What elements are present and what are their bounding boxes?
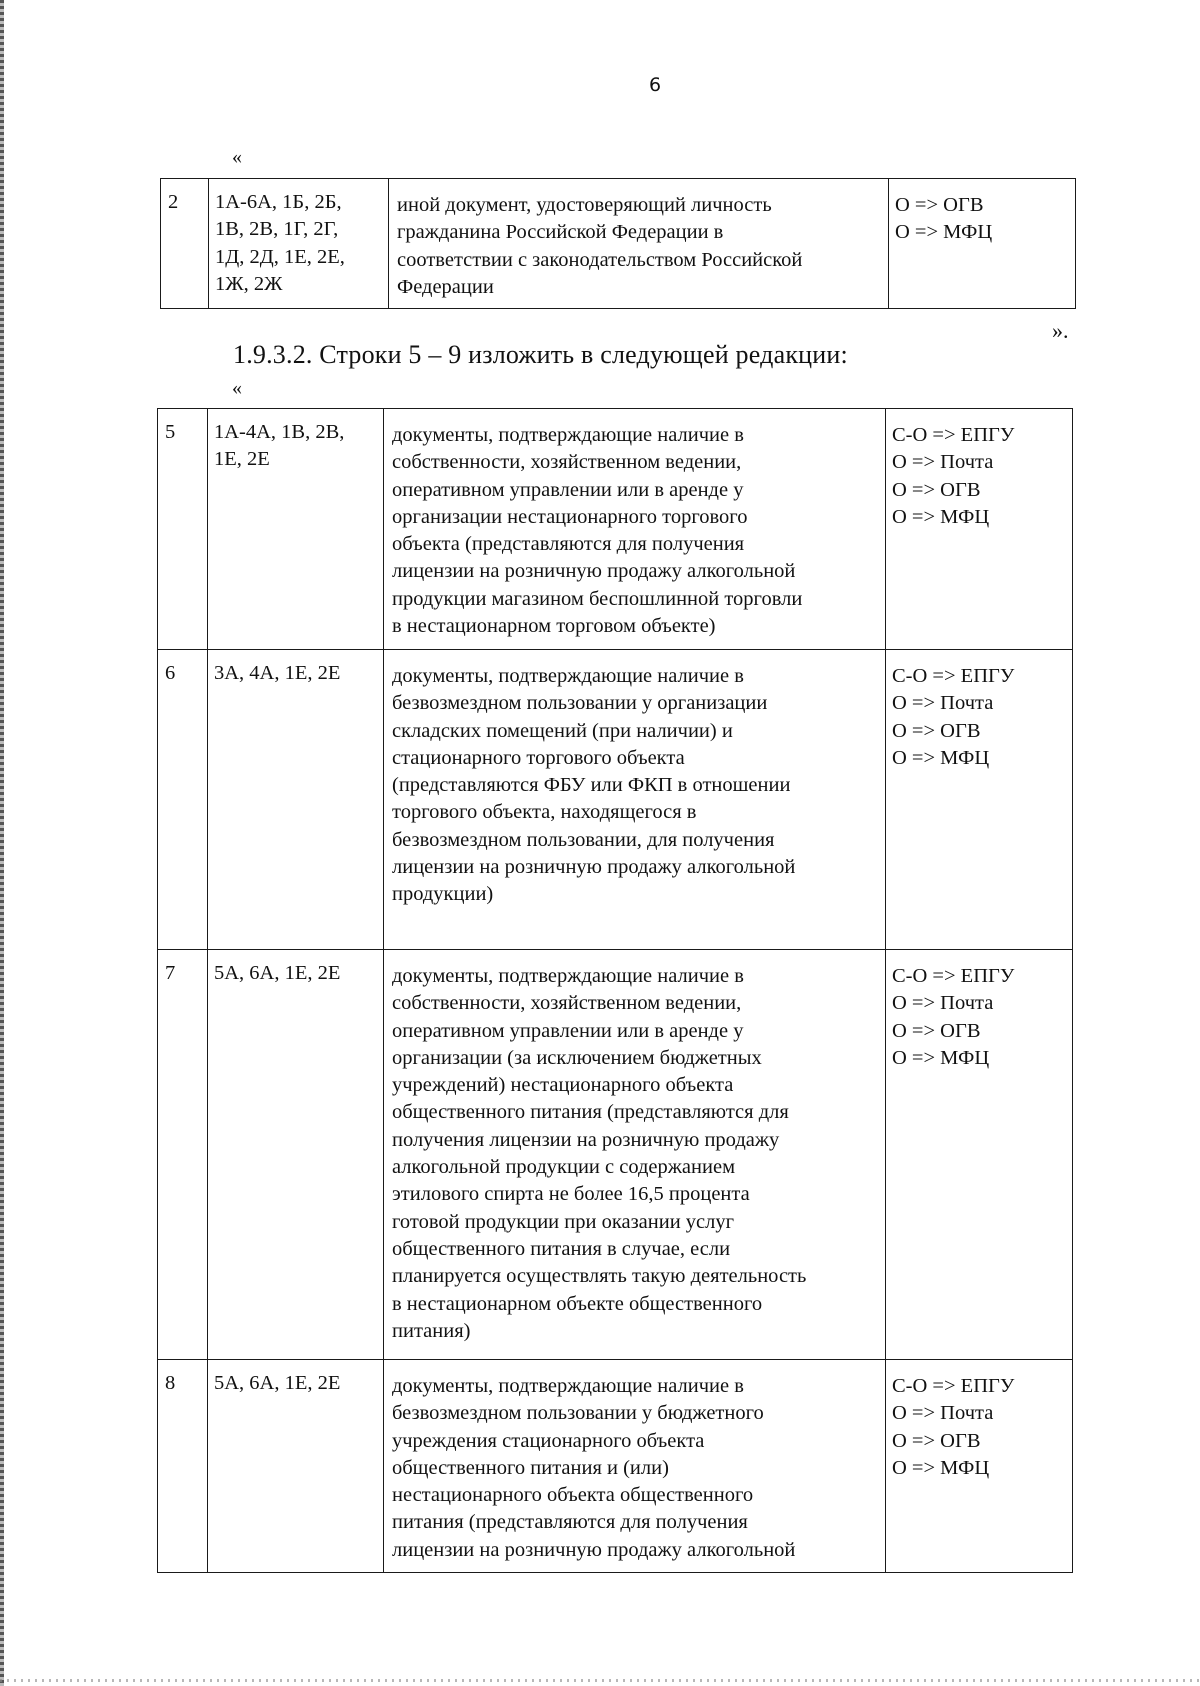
table-body (158, 409, 1073, 1573)
submission-routes-line: С-О => ЕПГУ (892, 965, 1015, 987)
document-description-line: иной документ, удостоверяющий личность (397, 194, 772, 216)
license-codes (208, 1360, 384, 1573)
document-description (384, 1360, 886, 1573)
document-description-line: лицензии на розничную продажу алкогольной (392, 1538, 796, 1561)
submission-routes (886, 409, 1073, 650)
row-number: 6 (158, 650, 208, 950)
row-number: 5 (158, 409, 208, 650)
submission-routes-line: О => МФЦ (892, 1456, 990, 1479)
opening-quote: « (232, 377, 242, 399)
document-description-line: учреждений) нестационарного объекта (392, 1074, 734, 1097)
scan-edge (0, 0, 4, 1686)
document-description (389, 179, 889, 309)
submission-routes (889, 179, 1076, 309)
table-row (158, 409, 1073, 650)
document-description-line: торгового объекта, находящегося в (392, 801, 697, 824)
document-description-line: документы, подтверждающие наличие в (392, 424, 744, 446)
submission-routes-line: О => ОГВ (892, 1429, 981, 1452)
document-description (384, 650, 886, 950)
submission-routes-line: С-О => ЕПГУ (892, 1375, 1015, 1397)
submission-routes-line: О => Почта (892, 451, 994, 474)
license-codes-line: 1Ж, 2Ж (215, 272, 283, 295)
license-codes-line: 1Д, 2Д, 1Е, 2Е, (215, 245, 345, 268)
document-description-line: складских помещений (при наличии) и (392, 719, 733, 742)
submission-routes-line: О => МФЦ (895, 221, 993, 244)
document-description-line: (представляются ФБУ или ФКП в отношении (392, 774, 791, 797)
submission-routes (886, 950, 1073, 1360)
submission-routes-line: О => ОГВ (892, 719, 981, 742)
table-row (158, 1360, 1073, 1573)
submission-routes-line: О => Почта (892, 1402, 994, 1425)
document-description-line: соответствии с законодательством Российской (397, 248, 803, 271)
document-description-line: в нестационарном торговом объекте) (392, 615, 716, 638)
submission-routes-line: О => ОГВ (892, 478, 981, 501)
document-description-line: безвозмездном пользовании у бюджетного (392, 1402, 764, 1425)
license-codes-line: 1Е, 2Е (214, 448, 270, 471)
page-number: 6 (648, 74, 662, 96)
document-description-line: лицензии на розничную продажу алкогольной (392, 856, 796, 879)
row-number: 8 (158, 1360, 208, 1573)
submission-routes-line: С-О => ЕПГУ (892, 424, 1015, 446)
document-description-line: организации (за исключением бюджетных (392, 1046, 762, 1069)
submission-routes-line: О => МФЦ (892, 505, 990, 528)
document-description-line: гражданина Российской Федерации в (397, 221, 724, 244)
document-description-line: документы, подтверждающие наличие в (392, 965, 744, 987)
document-description-line: учреждения стационарного объекта (392, 1429, 705, 1452)
document-description-line: общественного питания в случае, если (392, 1237, 731, 1260)
document-description-line: общественного питания (представляются для (392, 1101, 789, 1124)
scan-bottom-noise (0, 1679, 1200, 1682)
document-description-line: организации нестационарного торгового (392, 505, 748, 528)
document-description-line: общественного питания и (или) (392, 1456, 669, 1479)
submission-routes-line: О => Почта (892, 692, 994, 715)
document-description-line: готовой продукции при оказании услуг (392, 1210, 735, 1233)
row-number: 7 (158, 950, 208, 1360)
license-codes-line: 5А, 6А, 1Е, 2Е (214, 1372, 341, 1394)
submission-routes (886, 1360, 1073, 1573)
row-number: 2 (161, 179, 209, 309)
document-description-line: Федерации (397, 275, 494, 298)
license-codes-line: 1А-6А, 1Б, 2Б, (215, 191, 342, 213)
document-description-line: планируется осуществлять такую деятельность (392, 1265, 807, 1288)
submission-routes-line: О => ОГВ (892, 1019, 981, 1042)
license-codes-line: 1А-4А, 1В, 2В, (214, 421, 345, 443)
document-description-line: алкогольной продукции с содержанием (392, 1156, 736, 1179)
document-description-line: документы, подтверждающие наличие в (392, 665, 744, 687)
license-codes-line: 3А, 4А, 1Е, 2Е (214, 662, 341, 684)
document-description-line: безвозмездном пользовании, для получения (392, 828, 775, 851)
submission-routes-line: С-О => ЕПГУ (892, 665, 1015, 687)
table-row (158, 950, 1073, 1360)
document-description (384, 950, 886, 1360)
table-row (158, 650, 1073, 950)
document-description-line: объекта (представляются для получения (392, 533, 745, 556)
table-row (161, 179, 1076, 309)
document-description-line: в нестационарном объекте общественного (392, 1292, 763, 1315)
license-codes (208, 409, 384, 650)
document-description-line: продукции магазином беспошлинной торговли (392, 587, 803, 610)
document-description-line: безвозмездном пользовании у организации (392, 692, 768, 715)
document-description-line: лицензии на розничную продажу алкогольной (392, 560, 796, 583)
submission-routes-line: О => Почта (892, 992, 994, 1015)
table-rows-5-9 (157, 408, 1073, 1573)
amendment-heading: 1.9.3.2. Строки 5 – 9 изложить в следующей редакции: (233, 340, 848, 369)
document-description (384, 409, 886, 650)
opening-quote: « (232, 146, 242, 168)
submission-routes-line: О => ОГВ (895, 194, 984, 216)
document-description-line: нестационарного объекта общественного (392, 1484, 754, 1507)
license-codes (209, 179, 389, 309)
submission-routes-line: О => МФЦ (892, 746, 990, 769)
document-description-line: стационарного торгового объекта (392, 746, 685, 769)
table-row-2-excerpt (160, 178, 1076, 309)
document-description-line: этилового спирта не более 16,5 процента (392, 1183, 750, 1206)
document-description-line: документы, подтверждающие наличие в (392, 1375, 744, 1397)
table-body (161, 179, 1076, 309)
document-description-line: продукции) (392, 883, 494, 906)
document-description-line: собственности, хозяйственном ведении, (392, 992, 742, 1015)
submission-routes-line: О => МФЦ (892, 1046, 990, 1069)
document-description-line: питания) (392, 1319, 471, 1342)
license-codes-line: 1В, 2В, 1Г, 2Г, (215, 218, 339, 241)
document-description-line: оперативном управлении или в аренде у (392, 1019, 744, 1042)
submission-routes (886, 650, 1073, 950)
closing-quote: ». (1052, 318, 1069, 343)
document-description-line: собственности, хозяйственном ведении, (392, 451, 742, 474)
document-description-line: оперативном управлении или в аренде у (392, 478, 744, 501)
license-codes-line: 5А, 6А, 1Е, 2Е (214, 962, 341, 984)
license-codes (208, 950, 384, 1360)
document-description-line: получения лицензии на розничную продажу (392, 1128, 780, 1151)
license-codes (208, 650, 384, 950)
document-description-line: питания (представляются для получения (392, 1511, 748, 1534)
